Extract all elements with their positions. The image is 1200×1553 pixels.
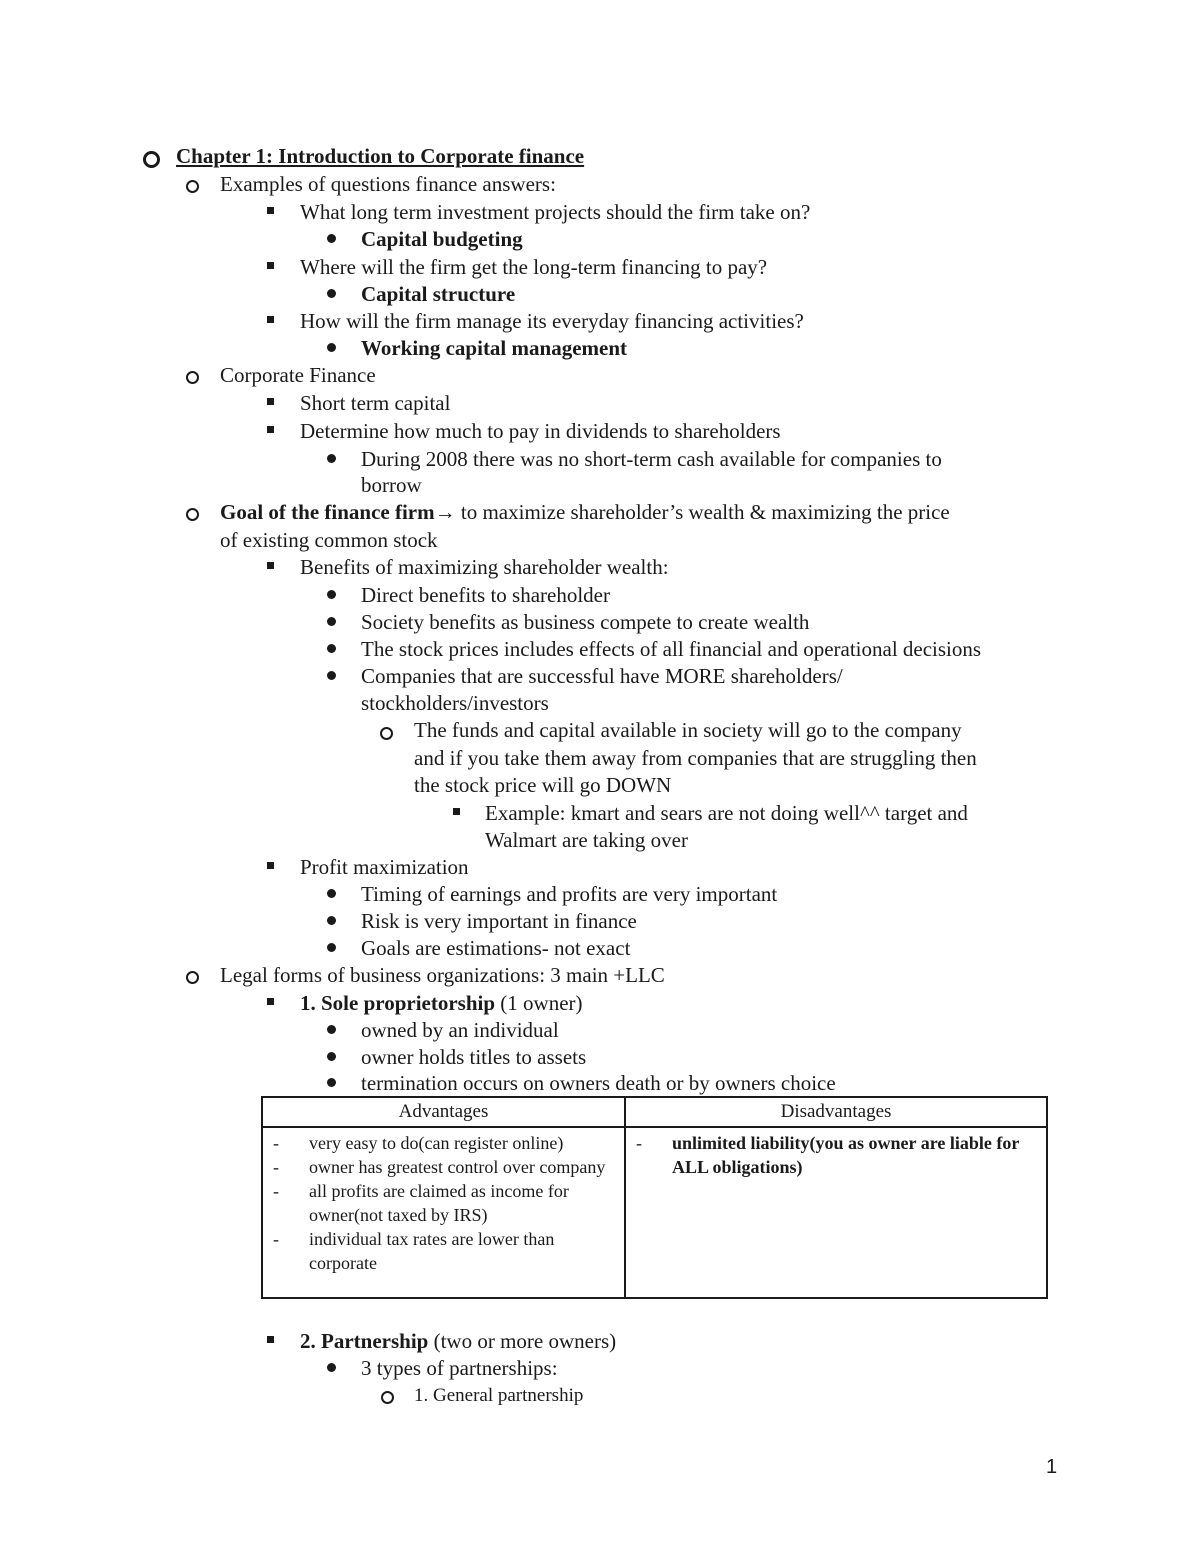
square-bullet-icon (267, 998, 274, 1005)
advantage-item: - individual tax rates are lower than corporate (273, 1229, 555, 1273)
list-item: owned by an individual (361, 1018, 559, 1042)
list-item: Risk is very important in finance (361, 909, 637, 933)
goal-label: Goal of the finance firm (220, 500, 435, 524)
question-item: How will the firm manage its everyday financing activities? (300, 309, 804, 333)
legal-forms-heading: Legal forms of business organizations: 3 main +LLC (220, 963, 665, 987)
dot-bullet-icon (327, 1025, 336, 1034)
circle-bullet-icon (186, 971, 199, 984)
list-item: the stock price will go DOWN (414, 773, 672, 797)
dot-bullet-icon (327, 289, 336, 298)
chapter-title: Chapter 1: Introduction to Corporate finance (176, 144, 585, 168)
list-item: Companies that are successful have MORE shareholders/ (361, 664, 843, 688)
square-bullet-icon (267, 1336, 274, 1343)
list-item: 1. General partnership (414, 1385, 584, 1406)
square-bullet-icon (267, 262, 274, 269)
square-bullet-icon (267, 398, 274, 405)
dot-bullet-icon (327, 671, 336, 680)
list-item: The funds and capital available in society will go to the company (414, 718, 962, 742)
dash-bullet: - (273, 1133, 279, 1153)
list-item: termination occurs on owners death or by owners choice (361, 1071, 836, 1095)
goal-text: of existing common stock (220, 528, 438, 552)
advantages-header: Advantages (262, 1097, 625, 1127)
square-bullet-icon (267, 562, 274, 569)
advantage-item: - all profits are claimed as income for owner(not taxed by IRS) (273, 1181, 569, 1225)
list-item: and if you take them away from companies that are struggling then (414, 746, 977, 770)
disadvantages-header: Disadvantages (625, 1097, 1047, 1127)
advantages-disadvantages-table (261, 1096, 1048, 1299)
list-item: 3 types of partnerships: (361, 1356, 558, 1380)
sole-proprietorship-label: 1. Sole proprietorship (300, 991, 496, 1015)
arrow-right-icon: → (434, 500, 456, 524)
partnership-label: 2. Partnership (300, 1329, 429, 1353)
list-item: Timing of earnings and profits are very important (361, 882, 778, 906)
list-item: Direct benefits to shareholder (361, 583, 610, 607)
circle-bullet-icon (381, 1391, 394, 1404)
advantages-cell (262, 1127, 625, 1298)
list-item: Short term capital (300, 391, 451, 415)
questions-heading: Examples of questions finance answers: (220, 172, 556, 196)
benefits-heading: Benefits of maximizing shareholder wealth: (300, 555, 669, 579)
advantage-item: - very easy to do(can register online) (273, 1133, 564, 1153)
dot-bullet-icon (327, 454, 336, 463)
question-answer: Working capital management (361, 336, 627, 360)
dot-bullet-icon (327, 1078, 336, 1087)
corporate-finance-heading: Corporate Finance (220, 363, 376, 387)
dot-bullet-icon (327, 590, 336, 599)
list-item: Goals are estimations- not exact (361, 936, 631, 960)
list-item: Determine how much to pay in dividends to shareholders (300, 419, 781, 443)
circle-bullet-icon (143, 151, 160, 168)
dash-bullet: - (636, 1133, 642, 1153)
square-bullet-icon (453, 808, 460, 815)
circle-bullet-icon (186, 508, 199, 521)
page-number: 1 (1046, 1456, 1058, 1478)
dot-bullet-icon (327, 234, 336, 243)
square-bullet-icon (267, 207, 274, 214)
question-answer: Capital structure (361, 282, 516, 306)
dot-bullet-icon (327, 1363, 336, 1372)
list-item: Society benefits as business compete to create wealth (361, 610, 810, 634)
sole-proprietorship-line (300, 990, 583, 1017)
dash-bullet: - (273, 1157, 279, 1177)
disadvantages-cell (625, 1127, 1047, 1298)
dot-bullet-icon (327, 644, 336, 653)
goal-text: to maximize shareholder’s wealth & maximizing the price (455, 500, 950, 524)
dash-bullet: - (273, 1229, 279, 1249)
question-item: What long term investment projects should the firm take on? (300, 200, 811, 224)
circle-bullet-icon (186, 371, 199, 384)
advantage-item: - owner has greatest control over company (273, 1157, 606, 1177)
square-bullet-icon (267, 426, 274, 433)
question-item: Where will the firm get the long-term financing to pay? (300, 255, 768, 279)
square-bullet-icon (267, 316, 274, 323)
dot-bullet-icon (327, 1052, 336, 1061)
goal-line (220, 499, 950, 526)
dash-bullet: - (273, 1181, 279, 1201)
list-item: During 2008 there was no short-term cash available for companies to (361, 447, 942, 471)
profit-heading: Profit maximization (300, 855, 469, 879)
disadvantage-item: - unlimited liability(you as owner are liable for ALL obligations) (636, 1133, 1020, 1177)
list-item: owner holds titles to assets (361, 1045, 587, 1069)
list-item: borrow (361, 473, 422, 497)
dot-bullet-icon (327, 343, 336, 352)
dot-bullet-icon (327, 617, 336, 626)
question-answer: Capital budgeting (361, 227, 523, 251)
list-item: Example: kmart and sears are not doing well^^ target and (485, 801, 968, 825)
dot-bullet-icon (327, 889, 336, 898)
list-item: The stock prices includes effects of all financial and operational decisions (361, 637, 982, 661)
circle-bullet-icon (186, 180, 199, 193)
circle-bullet-icon (380, 727, 393, 740)
partnership-line (300, 1328, 616, 1355)
square-bullet-icon (267, 862, 274, 869)
sole-proprietorship-note: (1 owner) (495, 991, 583, 1015)
dot-bullet-icon (327, 943, 336, 952)
list-item: stockholders/investors (361, 691, 549, 715)
partnership-note: (two or more owners) (428, 1329, 617, 1353)
dot-bullet-icon (327, 916, 336, 925)
list-item: Walmart are taking over (485, 828, 688, 852)
